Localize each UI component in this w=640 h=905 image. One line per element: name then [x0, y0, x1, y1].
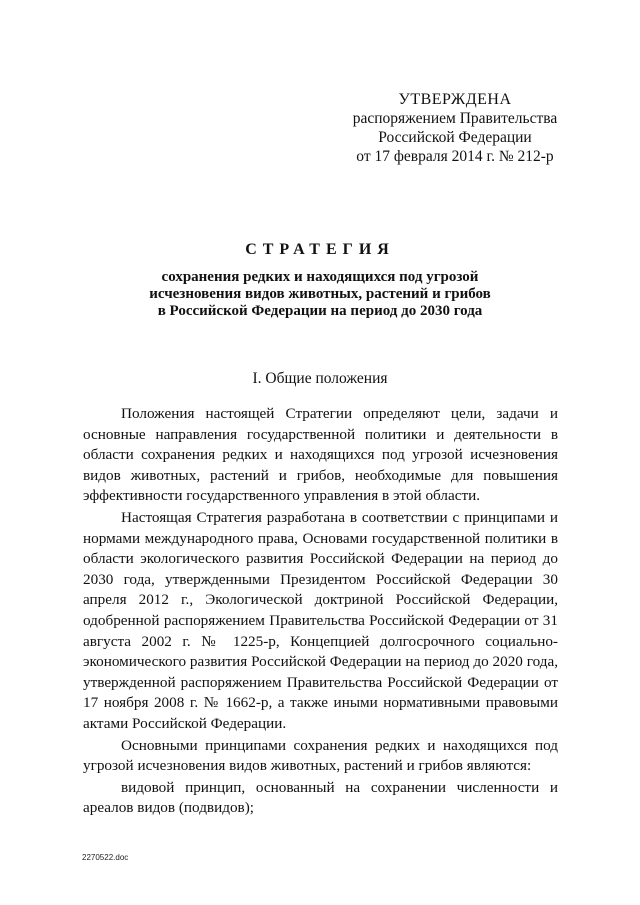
- approval-heading: УТВЕРЖДЕНА: [398, 91, 512, 108]
- document-subtitle-line: сохранения редких и находящихся под угрозой: [161, 269, 479, 285]
- document-title: СТРАТЕГИЯ: [245, 241, 395, 258]
- approval-line: от 17 февраля 2014 г. № 212-р: [356, 148, 554, 165]
- approval-line: Российской Федерации: [378, 129, 532, 146]
- section-heading: I. Общие положения: [252, 370, 388, 387]
- body-paragraph: Положения настоящей Стратегии определяют цели, задачи и основные направления государственной политики и деятельности в области сохранения редких и находящихся под угрозой исчезновения видов животных, растений и грибов, необходимые для повышения эффективности государственного управления в этой области.: [83, 405, 558, 505]
- approval-line: распоряжением Правительства: [352, 110, 558, 127]
- document-subtitle-line: в Российской Федерации на период до 2030 года: [157, 303, 483, 319]
- body-paragraph: Основными принципами сохранения редких и находящихся под угрозой исчезновения видов животных, растений и грибов являются:: [83, 736, 558, 775]
- document-subtitle-line: исчезновения видов животных, растений и грибов: [149, 286, 491, 302]
- footer-filename: 2270522.doc: [82, 853, 129, 862]
- body-paragraph: Настоящая Стратегия разработана в соответствии с принципами и нормами международного права, Основами государственной политики в области экологического развития Российской Федерации на период до 2030 года, утвержденными Президентом Российской Федерации 30 апреля 2012 г., Экологической доктриной Российской Федерации, одобренной распоряжением Правительства Российской Федерации от 31 августа 2002 г. № 1225-р, Концепцией долгосрочного социально-экономического развития Российской Федерации на период до 2020 года, утвержденной распоряжением Правительства Российской Федерации от 17 ноября 2008 г. № 1662-р, а также иными нормативными правовыми актами Российской Федерации.: [83, 508, 558, 732]
- approval-stamp: [330, 90, 580, 166]
- section-body: [83, 404, 558, 819]
- body-paragraph: видовой принцип, основанный на сохранении численности и ареалов видов (подвидов);: [83, 778, 558, 817]
- document-title-block: [80, 240, 560, 320]
